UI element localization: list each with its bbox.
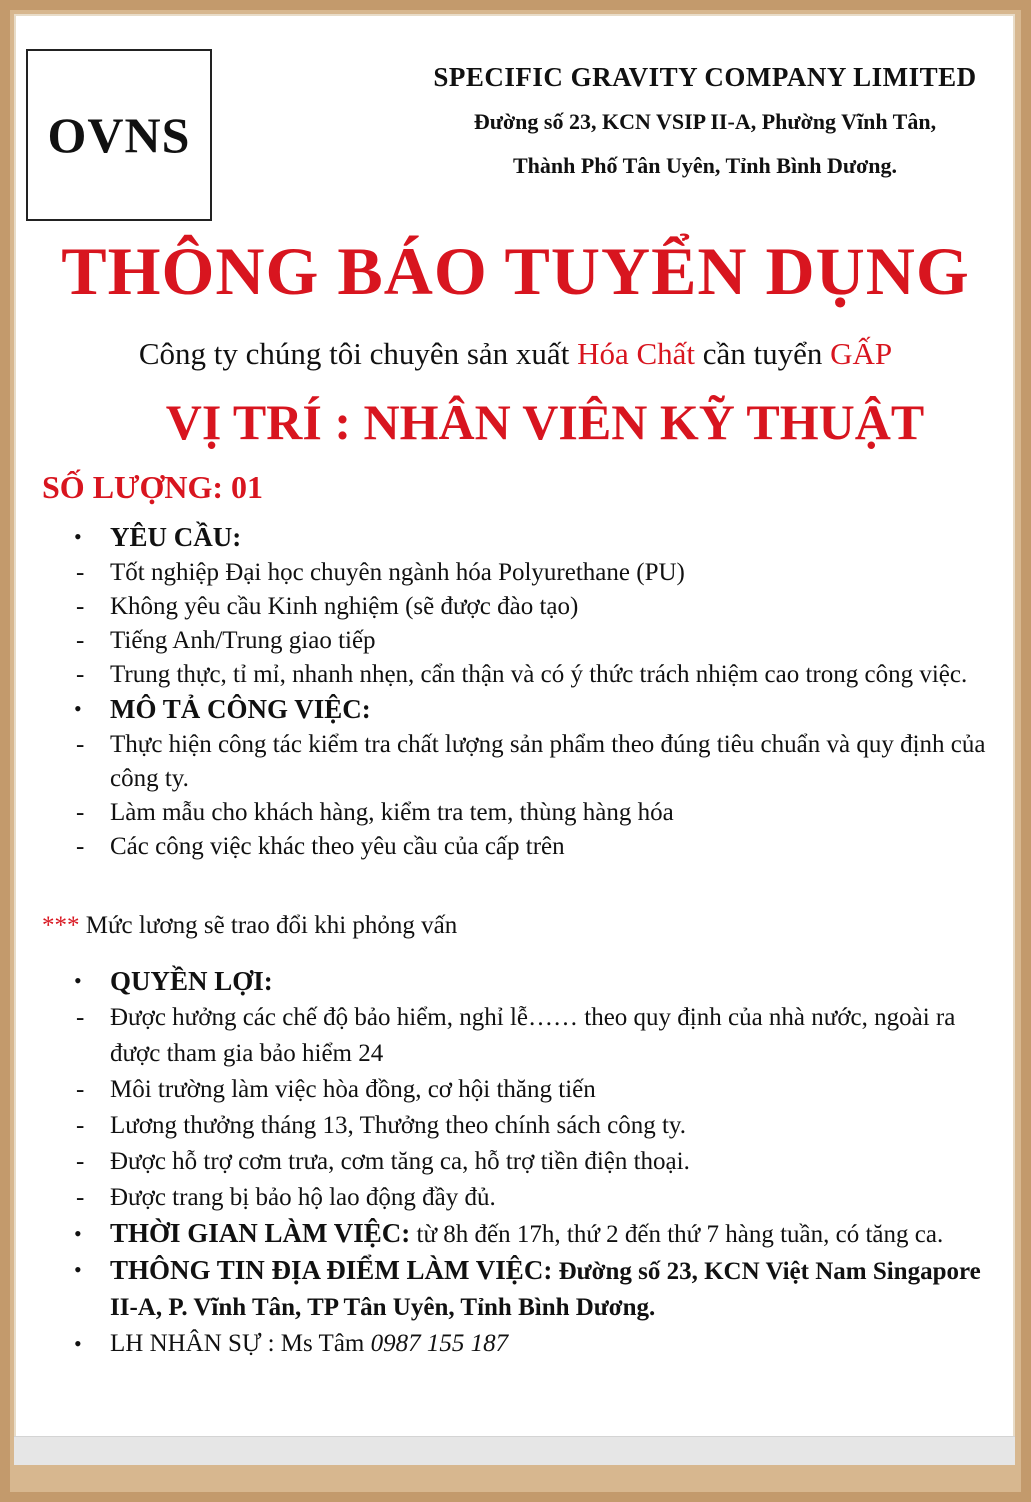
job-details	[70, 520, 1005, 864]
requirement-text: Không yêu cầu Kinh nghiệm (sẽ được đào tạo)	[110, 593, 579, 620]
location-row	[70, 1252, 1005, 1326]
dash-icon: -	[76, 661, 85, 688]
page-title: THÔNG BÁO TUYỂN DỤNG	[61, 233, 970, 309]
job-description-text: Thực hiện công tác kiểm tra chất lượng sản phẩm theo đúng tiêu chuẩn và quy định của công ty.	[110, 731, 986, 792]
dash-icon: -	[76, 1184, 85, 1211]
benefit-text: Được hỗ trợ cơm trưa, cơm tăng ca, hỗ trợ tiền điện thoại.	[110, 1148, 690, 1175]
bottom-strip	[14, 1436, 1015, 1465]
bullet-icon: •	[74, 696, 82, 721]
working-time-text: từ 8h đến 17h, thứ 2 đến thứ 7 hàng tuần, có tăng ca.	[410, 1221, 944, 1248]
bullet-icon: •	[74, 1221, 82, 1246]
salary-note	[42, 912, 457, 940]
job-position: VỊ TRÍ : NHÂN VIÊN KỸ THUẬT	[165, 394, 925, 450]
logo-text: OVNS	[47, 107, 191, 163]
contact-row	[70, 1326, 1005, 1362]
intro-highlight-urgent: GẤP	[830, 336, 893, 371]
location-text: Đường số 23, KCN Việt Nam Singapore II-A, P. Vĩnh Tân, TP Tân Uyên, Tỉnh Bình Dương.	[110, 1258, 981, 1321]
dash-icon: -	[76, 627, 85, 654]
intro-highlight-chemicals: Hóa Chất	[577, 336, 696, 371]
dash-icon: -	[76, 731, 85, 758]
contact-label: LH NHÂN SỰ : Ms Tâm	[110, 1330, 371, 1357]
job-description-heading-row	[70, 692, 1005, 728]
benefit-text: Môi trường làm việc hòa đồng, cơ hội thăng tiến	[110, 1076, 596, 1103]
bullet-icon: •	[74, 968, 82, 993]
intro-line	[0, 336, 1031, 372]
dash-icon: -	[76, 1076, 85, 1103]
requirements-heading: YÊU CẦU:	[110, 522, 242, 552]
list-item	[70, 556, 1005, 590]
requirements-heading-row	[70, 520, 1005, 556]
list-item	[70, 1000, 1005, 1072]
benefit-text: Lương thưởng tháng 13, Thưởng theo chính sách công ty.	[110, 1112, 687, 1139]
job-description-text: Làm mẫu cho khách hàng, kiểm tra tem, thùng hàng hóa	[110, 799, 674, 826]
intro-part2: cần tuyển	[695, 336, 831, 371]
list-item	[70, 796, 1005, 830]
list-item	[70, 830, 1005, 864]
benefits-section	[70, 964, 1005, 1362]
intro-part1: Công ty chúng tôi chuyên sản xuất	[138, 336, 578, 371]
job-quantity: SỐ LƯỢNG: 01	[42, 469, 264, 505]
list-item	[70, 1144, 1005, 1180]
bullet-icon: •	[74, 1257, 82, 1282]
benefit-text: Được trang bị bảo hộ lao động đầy đủ.	[110, 1184, 496, 1211]
list-item	[70, 658, 1005, 692]
list-item	[70, 1072, 1005, 1108]
list-item	[70, 624, 1005, 658]
benefits-heading-row	[70, 964, 1005, 1000]
company-logo	[26, 49, 212, 221]
list-item	[70, 1180, 1005, 1216]
benefit-text: Được hưởng các chế độ bảo hiểm, nghỉ lễ…… theo quy định của nhà nước, ngoài ra được tham gia bảo hiểm 24	[110, 1004, 956, 1067]
list-item	[70, 728, 1005, 796]
company-address-line1: Đường số 23, KCN VSIP II-A, Phường Vĩnh Tân,	[473, 109, 937, 134]
bullet-icon: •	[74, 1331, 82, 1356]
dash-icon: -	[76, 1148, 85, 1175]
company-address	[380, 107, 1030, 181]
list-item	[70, 1108, 1005, 1144]
dash-icon: -	[76, 593, 85, 620]
job-description-heading: MÔ TẢ CÔNG VIỆC:	[110, 694, 371, 724]
company-address-line2: Thành Phố Tân Uyên, Tỉnh Bình Dương.	[512, 153, 898, 178]
benefits-heading: QUYỀN LỢI:	[110, 966, 273, 996]
job-description-text: Các công việc khác theo yêu cầu của cấp trên	[110, 833, 565, 860]
contact-phone: 0987 155 187	[370, 1330, 509, 1357]
bullet-icon: •	[74, 524, 82, 549]
dash-icon: -	[76, 559, 85, 586]
list-item	[70, 590, 1005, 624]
requirement-text: Tốt nghiệp Đại học chuyên ngành hóa Polyurethane (PU)	[110, 559, 685, 586]
requirement-text: Trung thực, tỉ mỉ, nhanh nhẹn, cẩn thận và có ý thức trách nhiệm cao trong công việc.	[110, 661, 968, 688]
dash-icon: -	[76, 799, 85, 826]
working-time-label: THỜI GIAN LÀM VIỆC:	[110, 1218, 411, 1248]
dash-icon: -	[76, 1112, 85, 1139]
company-header	[380, 62, 1030, 181]
dash-icon: -	[76, 1004, 85, 1031]
requirement-text: Tiếng Anh/Trung giao tiếp	[110, 627, 376, 654]
working-time-row	[70, 1216, 1005, 1252]
salary-note-text: Mức lương sẽ trao đổi khi phỏng vấn	[79, 912, 458, 939]
company-name: SPECIFIC GRAVITY COMPANY LIMITED	[433, 62, 977, 92]
location-label: THÔNG TIN ĐỊA ĐIỂM LÀM VIỆC:	[110, 1255, 553, 1285]
dash-icon: -	[76, 833, 85, 860]
asterisk-icon: ***	[42, 912, 80, 939]
